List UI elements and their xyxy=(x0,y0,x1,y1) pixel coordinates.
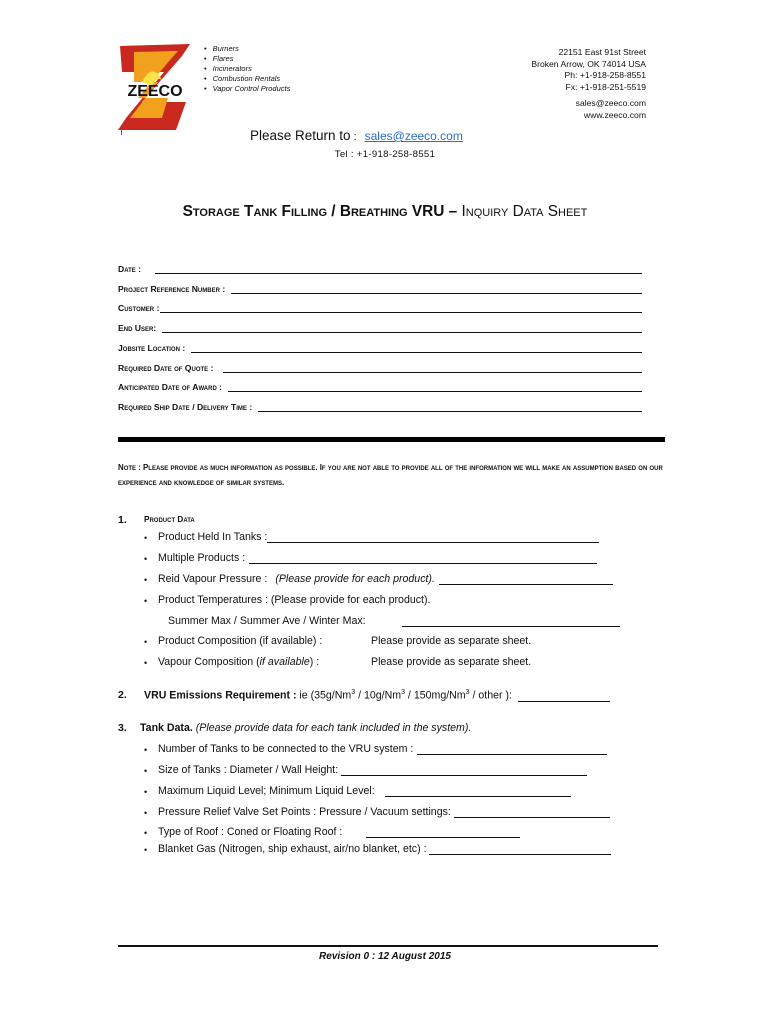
field-label: Required Ship Date / Delivery Time : xyxy=(118,402,253,412)
margin-mark xyxy=(121,127,122,135)
title-part-1: Storage Tank Filling / Breathing VRU xyxy=(182,203,445,220)
product-temperatures-item xyxy=(144,594,430,606)
return-label: Please Return to xyxy=(250,128,351,143)
item-line[interactable] xyxy=(417,744,607,755)
return-tel: Tel : +1-918-258-8551 xyxy=(334,149,436,160)
field-line[interactable] xyxy=(231,284,642,294)
project-reference-field[interactable] xyxy=(118,284,644,294)
field-line[interactable] xyxy=(155,264,642,274)
footer-divider xyxy=(118,945,658,947)
logo-text: ZEECO xyxy=(127,83,183,100)
field-label: Required Date of Quote : xyxy=(118,363,214,373)
service-item: • Combustion Rentals xyxy=(204,74,290,84)
field-label: Date : xyxy=(118,264,142,274)
bullet-icon: • xyxy=(144,596,148,606)
customer-field[interactable] xyxy=(118,303,644,313)
emissions-requirement-item[interactable]: VRU Emissions Requirement : ie (35g/Nm$^3$ / 10g/Nm$^3$ / 150mg/Nm$^3$ / other ): xyxy=(144,689,610,702)
field-label: Customer : xyxy=(118,303,160,313)
section-2-number: 2. xyxy=(118,689,127,701)
address-fax: Fx: +1-918-251-5519 xyxy=(565,81,646,92)
reid-vapour-item[interactable] xyxy=(144,573,613,585)
section-3-heading: Tank Data. xyxy=(140,722,193,734)
return-email-link[interactable]: sales@zeeco.com xyxy=(364,129,463,143)
revision-footer: Revision 0 : 12 August 2015 xyxy=(319,951,451,962)
item-line[interactable] xyxy=(402,616,620,627)
service-item: • Burners xyxy=(204,44,290,54)
item-line[interactable] xyxy=(385,786,571,797)
address-street: 22151 East 91st Street xyxy=(558,47,646,57)
section-3-number: 3. xyxy=(118,722,127,734)
relief-valve-item[interactable] xyxy=(144,806,610,818)
item-label: Blanket Gas (Nitrogen, ship exhaust, air/no blanket, etc) : xyxy=(158,843,427,855)
bullet-icon: • xyxy=(144,533,148,543)
ship-date-field[interactable] xyxy=(118,402,644,412)
multiple-products-item[interactable] xyxy=(144,552,597,564)
field-line[interactable] xyxy=(191,343,642,353)
bullet-icon: • xyxy=(144,637,148,647)
item-line[interactable] xyxy=(518,691,610,702)
field-label: Project Reference Number : xyxy=(118,284,226,294)
section-3-intro: (Please provide data for each tank included in the system). xyxy=(192,722,472,734)
bullet-icon: • xyxy=(144,845,148,855)
field-label: Anticipated Date of Award : xyxy=(118,382,223,392)
item-line[interactable] xyxy=(439,574,613,585)
title-part-2: Inquiry Data Sheet xyxy=(461,203,588,220)
service-item: • Incinerators xyxy=(204,64,290,74)
item-label: Product Held In Tanks : xyxy=(158,531,268,543)
bullet-icon: • xyxy=(144,828,148,838)
item-label: Summer Max / Summer Ave / Winter Max: xyxy=(168,615,366,627)
roof-type-item[interactable] xyxy=(144,826,520,838)
document-title xyxy=(0,203,770,221)
item-note: Please provide as separate sheet. xyxy=(371,656,532,668)
item-line[interactable] xyxy=(267,532,599,543)
tank-size-item[interactable] xyxy=(144,764,587,776)
product-composition-item xyxy=(144,635,531,647)
address-email: sales@zeeco.com xyxy=(575,98,646,108)
item-label: Product Temperatures : (Please provide for each product). xyxy=(158,594,431,606)
company-address xyxy=(531,47,646,121)
item-line[interactable] xyxy=(454,807,610,818)
section-1-heading: Product Data xyxy=(144,515,195,524)
bullet-icon: • xyxy=(144,766,148,776)
return-to xyxy=(250,128,550,143)
field-line[interactable] xyxy=(162,323,642,333)
field-label: End User: xyxy=(118,323,157,333)
return-colon: : xyxy=(353,131,357,143)
address-city: Broken Arrow, OK 74014 USA xyxy=(531,58,646,69)
section-divider xyxy=(118,437,665,442)
number-of-tanks-item[interactable] xyxy=(144,743,607,755)
field-line[interactable] xyxy=(258,402,642,412)
end-user-field[interactable] xyxy=(118,323,644,333)
item-note: Please provide as separate sheet. xyxy=(371,635,532,647)
temperatures-subfield[interactable] xyxy=(168,615,620,627)
section-1-number: 1. xyxy=(118,514,127,526)
address-phone: Ph: +1-918-258-8551 xyxy=(564,70,646,80)
item-line[interactable] xyxy=(429,844,611,855)
item-label: Type of Roof : Coned or Floating Roof : xyxy=(158,826,343,838)
item-label: Vapour Composition (if available) : xyxy=(158,656,320,668)
bullet-icon: • xyxy=(144,787,148,797)
jobsite-location-field[interactable] xyxy=(118,343,644,353)
item-label: Size of Tanks : Diameter / Wall Height: xyxy=(158,764,339,776)
quote-date-field[interactable] xyxy=(118,363,644,373)
service-item: • Vapor Control Products xyxy=(204,84,290,94)
award-date-field[interactable] xyxy=(118,382,644,392)
field-line[interactable] xyxy=(160,303,642,313)
zeeco-logo xyxy=(112,42,198,132)
service-item: • Flares xyxy=(204,54,290,64)
title-dash: – xyxy=(444,203,462,220)
item-line[interactable] xyxy=(341,765,587,776)
tank-data-heading xyxy=(140,722,471,734)
item-line[interactable] xyxy=(249,553,597,564)
section-2-heading: VRU Emissions Requirement : xyxy=(144,689,297,702)
date-field[interactable] xyxy=(118,264,644,274)
blanket-gas-item[interactable] xyxy=(144,843,611,855)
product-held-item[interactable] xyxy=(144,531,599,543)
bullet-icon: • xyxy=(144,745,148,755)
bullet-icon: • xyxy=(144,658,148,668)
item-line[interactable] xyxy=(366,827,520,838)
field-line[interactable] xyxy=(228,382,642,392)
address-web: www.zeeco.com xyxy=(583,109,646,120)
liquid-level-item[interactable] xyxy=(144,785,571,797)
item-label: Maximum Liquid Level; Minimum Liquid Level: xyxy=(158,785,375,797)
item-label: Multiple Products : xyxy=(158,552,246,564)
field-label: Jobsite Location : xyxy=(118,343,186,353)
item-label: Number of Tanks to be connected to the VRU system : xyxy=(158,743,414,755)
services-list xyxy=(204,44,290,94)
note-text: Note : Please provide as much information as possible. If you are not able to provide all of the information we will make an assumption based on our experience and knowledge of similar systems. xyxy=(118,463,663,487)
item-note: (Please provide for each product). xyxy=(275,573,435,585)
item-label: Reid Vapour Pressure : xyxy=(158,573,268,585)
bullet-icon: • xyxy=(144,575,148,585)
field-line[interactable] xyxy=(223,363,642,373)
item-label: Pressure Relief Valve Set Points : Pressure / Vacuum settings: xyxy=(158,806,451,818)
item-label: Product Composition (if available) : xyxy=(158,635,323,647)
bullet-icon: • xyxy=(144,554,148,564)
vapour-composition-item xyxy=(144,656,531,668)
bullet-icon: • xyxy=(144,808,148,818)
